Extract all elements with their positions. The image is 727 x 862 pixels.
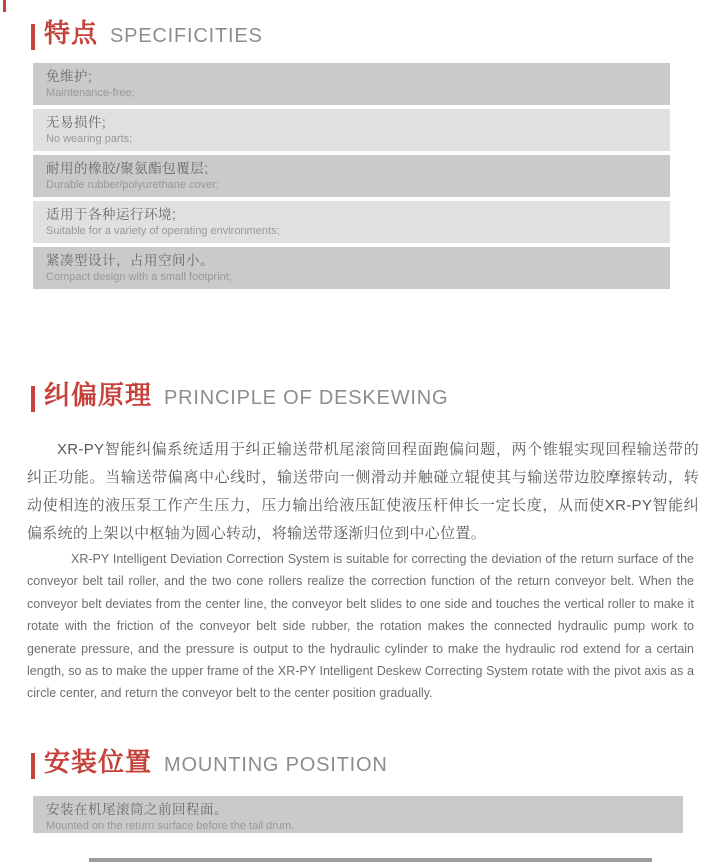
feature-text-zh: 免维护;: [46, 69, 93, 84]
section-title-en: MOUNTING POSITION: [164, 754, 388, 776]
section-title-zh: 特点: [44, 18, 99, 48]
feature-item-durable-cover: [33, 155, 670, 197]
feature-text-zh: 无易损件;: [46, 115, 107, 130]
mounting-note-bar: [33, 796, 683, 833]
bottom-partial-bar: [89, 858, 652, 862]
feature-text-zh: 耐用的橡胶/聚氨酯包覆层;: [46, 161, 209, 176]
section-title-en: PRINCIPLE OF DESKEWING: [164, 387, 449, 409]
feature-text-en: Compact design with a small footprint;: [46, 271, 232, 283]
section-header-specificities: [31, 18, 263, 48]
section-title-zh: 安装位置: [44, 747, 153, 777]
feature-item-no-wearing-parts: [33, 109, 670, 151]
section-accent-bar: [31, 753, 35, 779]
principle-paragraph-en: XR-PY Intelligent Deviation Correction System is suitable for correcting the deviation of the return surface of the conveyor belt tail roller, and the two cone rollers realize the correction function of the return conveyor belt. When the conveyor belt deviates from the center line, the conveyor belt slides to one side and touches the vertical roller to make it rotate with the friction of the conveyor belt side rubber, the rotation makes the connected hydraulic pump work to generate pressure, and the pressure is output to the hydraulic cylinder to make the hydraulic rod extend for a certain length, so as to make the upper frame of the XR-PY Intelligent Deskew Correcting System rotate with the pivot axis as a circle center, and return the conveyor belt to the center position gradually.: [27, 552, 694, 701]
principle-paragraph-zh: XR-PY智能纠偏系统适用于纠正输送带机尾滚筒回程面跑偏问题，两个锥辊实现回程输送带的纠正功能。当输送带偏离中心线时，输送带向一侧滑动并触碰立辊使其与输送带边胶摩擦转动，转动使相连的液压泵工作产生压力，压力输出给液压缸使液压杆伸长一定长度，从而使XR-PY智能纠偏系统的上架以中枢轴为圆心转动，将输送带逐渐归位到中心位置。: [27, 441, 699, 542]
section-title-en: SPECIFICITIES: [110, 25, 263, 47]
mounting-note-zh: 安装在机尾滚筒之前回程面。: [46, 802, 228, 817]
section-header-mounting: [31, 747, 388, 777]
feature-text-zh: 紧凑型设计，占用空间小。: [46, 253, 214, 268]
feature-text-zh: 适用于各种运行环境;: [46, 207, 177, 222]
section-title-zh: 纠偏原理: [44, 380, 153, 410]
feature-text-en: No wearing parts;: [46, 133, 133, 145]
mounting-note-en: Mounted on the return surface before the tail drum.: [46, 820, 295, 832]
feature-text-en: Maintenance-free;: [46, 87, 135, 99]
feature-item-compact-design: [33, 247, 670, 289]
feature-item-maintenance-free: [33, 63, 670, 105]
feature-text-en: Suitable for a variety of operating environments;: [46, 225, 280, 237]
feature-text-en: Durable rubber/polyurethane cover;: [46, 179, 220, 191]
section-header-principle: [31, 380, 448, 410]
feature-list: [33, 63, 670, 289]
section-accent-bar: [31, 386, 35, 412]
feature-item-operating-environments: [33, 201, 670, 243]
section-accent-bar: [31, 24, 35, 50]
page-corner-mark: [3, 0, 6, 12]
